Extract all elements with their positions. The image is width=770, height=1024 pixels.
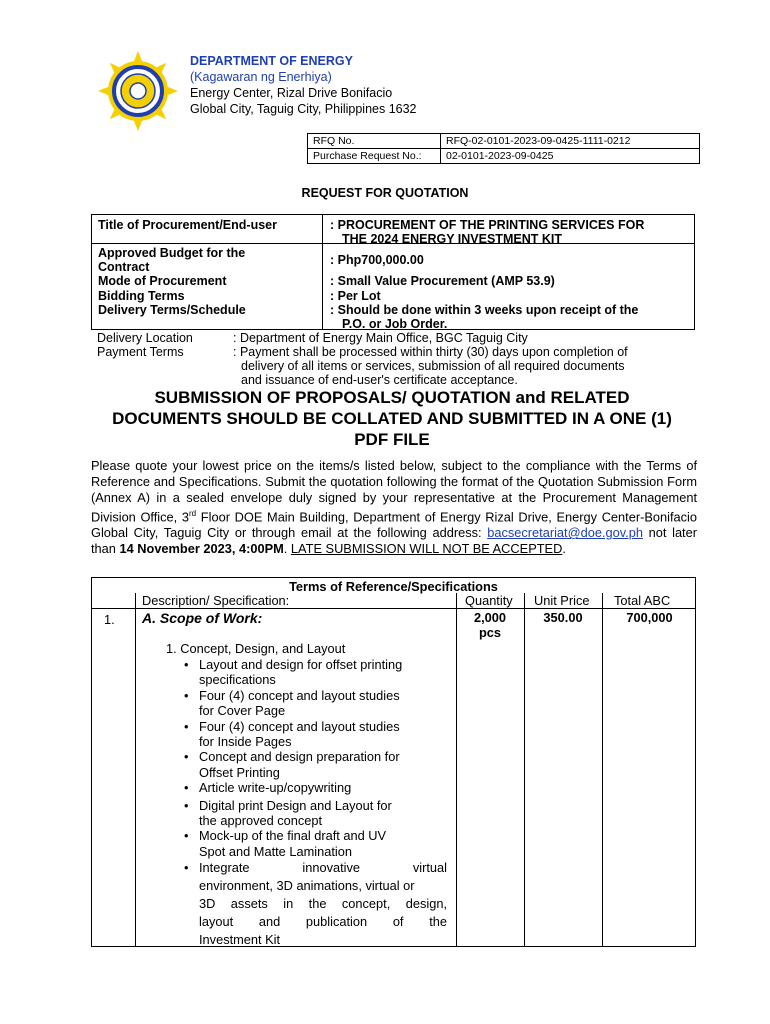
spec-item: • Article write-up/copywriting	[184, 780, 352, 796]
address-line-2: Global City, Taguig City, Philippines 1632	[190, 102, 417, 116]
letterhead	[190, 53, 417, 117]
email-link[interactable]: bacsecretariat@doe.gov.ph	[487, 525, 643, 541]
column-divider	[322, 215, 323, 329]
specification-list	[178, 657, 451, 949]
row-number: 1.	[104, 612, 115, 627]
bullet-icon: •	[184, 749, 189, 765]
col-divider-desc	[456, 593, 457, 946]
address-line-1: Energy Center, Rizal Drive Bonifacio	[190, 86, 393, 100]
para-superscript: rd	[189, 509, 197, 518]
title-value-1: : PROCUREMENT OF THE PRINTING SERVICES FOR	[330, 218, 645, 232]
pr-value: 02-0101-2023-09-0425	[441, 149, 700, 164]
col-header-description: Description/ Specification:	[142, 593, 290, 608]
procurement-summary-table	[91, 214, 695, 330]
bullet-icon: •	[184, 797, 189, 813]
spec-item: • Four (4) concept and layout studies for Inside Pages	[184, 718, 400, 750]
department-name: DEPARTMENT OF ENERGY	[190, 54, 353, 68]
spec-item: • Digital print Design and Layout for the approved concept	[184, 797, 392, 829]
para-text-5: .	[562, 541, 566, 557]
abc-value: : Php700,000.00	[330, 253, 424, 267]
rfq-row	[308, 134, 700, 149]
location-value: : Department of Energy Main Office, BGC Taguig City	[233, 331, 528, 345]
quantity-value: 2,000	[473, 610, 507, 625]
col-divider-no	[135, 593, 136, 946]
bullet-icon: •	[184, 780, 189, 796]
col-header-total-abc: Total ABC	[614, 593, 671, 608]
page-title: REQUEST FOR QUOTATION	[301, 186, 469, 200]
bidding-value: : Per Lot	[330, 289, 381, 303]
tor-heading: Terms of Reference/Specifications	[289, 579, 498, 594]
submission-heading	[80, 387, 704, 450]
payment-value-1: : Payment shall be processed within thirty (30) days upon completion of	[233, 345, 628, 359]
bullet-icon: •	[184, 718, 189, 734]
rfq-box	[307, 133, 700, 164]
submission-line-1: SUBMISSION OF PROPOSALS/ QUOTATION and RELATED	[154, 388, 630, 407]
col-header-quantity: Quantity	[465, 593, 513, 608]
bullet-icon: •	[184, 860, 189, 876]
mode-label: Mode of Procurement	[98, 274, 227, 288]
payment-value-3: and issuance of end-user's certificate acceptance.	[241, 373, 518, 387]
terms-of-reference-table	[91, 577, 696, 947]
deadline: 14 November 2023, 4:00PM	[119, 541, 284, 557]
quantity-unit: pcs	[478, 625, 502, 640]
instructions-paragraph	[91, 458, 697, 557]
submission-line-2: DOCUMENTS SHOULD BE COLLATED AND SUBMITTED IN A ONE (1)	[112, 409, 672, 428]
spec-item: • Four (4) concept and layout studies for Cover Page	[184, 687, 400, 719]
department-tagalog: (Kagawaran ng Enerhiya)	[190, 70, 332, 84]
bullet-icon: •	[184, 828, 189, 844]
doe-seal-logo	[97, 50, 179, 132]
para-text-3: not later than	[91, 525, 697, 557]
para-text-4: .	[283, 541, 291, 557]
spec-item: • Concept and design preparation for Offset Printing	[184, 749, 400, 780]
pr-label: Purchase Request No.:	[308, 149, 441, 164]
title-label: Title of Procurement/End-user	[98, 218, 277, 232]
late-submission-warning: LATE SUBMISSION WILL NOT BE ACCEPTED	[290, 541, 563, 557]
col-header-unit-price: Unit Price	[534, 593, 590, 608]
total-abc-value: 700,000	[626, 610, 673, 625]
spec-item: • Layout and design for offset printing specifications	[184, 657, 403, 688]
delivery-value-1: : Should be done within 3 weeks upon receipt of the	[330, 303, 639, 317]
pr-row	[308, 149, 700, 164]
bullet-icon: •	[184, 687, 189, 703]
payment-label: Payment Terms	[97, 345, 184, 359]
spec-item: • Mock-up of the final draft and UV Spot and Matte Lamination	[184, 828, 387, 859]
scope-heading: A. Scope of Work:	[142, 610, 263, 626]
payment-value-2: delivery of all items or services, submission of all required documents	[241, 359, 625, 373]
bullet-icon: •	[184, 657, 189, 672]
abc-label-2: Contract	[98, 260, 150, 274]
mode-value: : Small Value Procurement (AMP 53.9)	[330, 274, 555, 288]
col-divider-qty	[524, 593, 525, 946]
bidding-label: Bidding Terms	[98, 289, 185, 303]
delivery-label: Delivery Terms/Schedule	[98, 303, 246, 317]
rfq-label: RFQ No.	[308, 134, 441, 149]
spec-item: • Integrate innovative virtual environment, 3D animations, virtual or 3D assets in the concept, design, layout and publication of the Investment Kit	[184, 860, 447, 948]
location-label: Delivery Location	[97, 331, 193, 345]
delivery-value-2: P.O. or Job Order.	[342, 317, 448, 331]
title-value-2: THE 2024 ENERGY INVESTMENT KIT	[342, 232, 562, 246]
abc-label-1: Approved Budget for the	[98, 246, 246, 260]
header-row-divider	[92, 608, 695, 609]
para-text-1: Please quote your lowest price on the items/s listed below, subject to the compliance with the Terms of Reference and Specifications. Submit the quotation following the format of the Quotation Submission Form (Annex A) in a sealed envelope duly signed by your representative at the Procurement Management Division Office, 3	[91, 458, 697, 525]
submission-line-3: PDF FILE	[354, 430, 430, 449]
item-heading: 1. Concept, Design, and Layout	[166, 641, 346, 656]
col-divider-unit	[602, 593, 603, 946]
rfq-value: RFQ-02-0101-2023-09-0425-1111-0212	[441, 134, 700, 149]
para-text-2: Floor DOE Main Building, Department of Energy Rizal Drive, Energy Center-Bonifacio Global City, Taguig City or through email at the following address:	[91, 509, 698, 541]
unit-price-value: 350.00	[543, 610, 583, 625]
